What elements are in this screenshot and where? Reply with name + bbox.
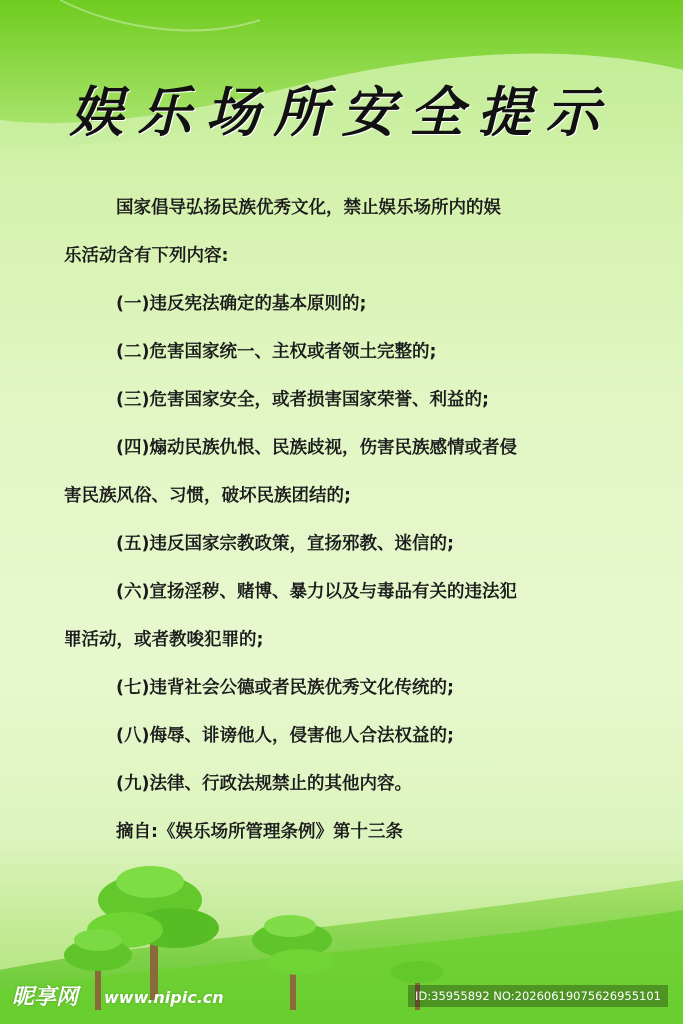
- page-title: 娱乐场所安全提示: [69, 80, 614, 144]
- paragraph-line: 害民族风俗、习惯，破坏民族团结的;: [64, 486, 351, 506]
- paragraph-line: (一)违反宪法确定的基本原则的;: [116, 294, 367, 314]
- paragraph-line: 摘自:《娱乐场所管理条例》第十三条: [116, 822, 403, 842]
- paragraph-line: (九)法律、行政法规禁止的其他内容。: [116, 774, 412, 794]
- paragraph-line: (七)违背社会公德或者民族优秀文化传统的;: [116, 678, 454, 698]
- paragraph-line: (三)危害国家安全，或者损害国家荣誉、利益的;: [116, 390, 489, 410]
- paragraph-line: 乐活动含有下列内容:: [64, 246, 229, 266]
- paragraph-line: (二)危害国家统一、主权或者领土完整的;: [116, 342, 437, 362]
- paragraph-line: (四)煽动民族仇恨、民族歧视，伤害民族感情或者侵: [116, 438, 517, 458]
- paragraph-line: 国家倡导弘扬民族优秀文化，禁止娱乐场所内的娱: [116, 198, 501, 218]
- paragraph-line: (五)违反国家宗教政策，宣扬邪教、迷信的;: [116, 534, 454, 554]
- watermark-url: www.nipic.cn: [104, 988, 224, 1007]
- paragraph-line: (八)侮辱、诽谤他人，侵害他人合法权益的;: [116, 726, 454, 746]
- paragraph-line: (六)宣扬淫秽、赌博、暴力以及与毒品有关的违法犯: [116, 582, 517, 602]
- paragraph-line: 罪活动，或者教唆犯罪的;: [64, 630, 264, 650]
- watermark-logo: 昵享网: [12, 985, 79, 1010]
- watermark-id-bar: ID:35955892 NO:20260619075626955101: [408, 985, 668, 1007]
- regulation-text: [64, 184, 624, 856]
